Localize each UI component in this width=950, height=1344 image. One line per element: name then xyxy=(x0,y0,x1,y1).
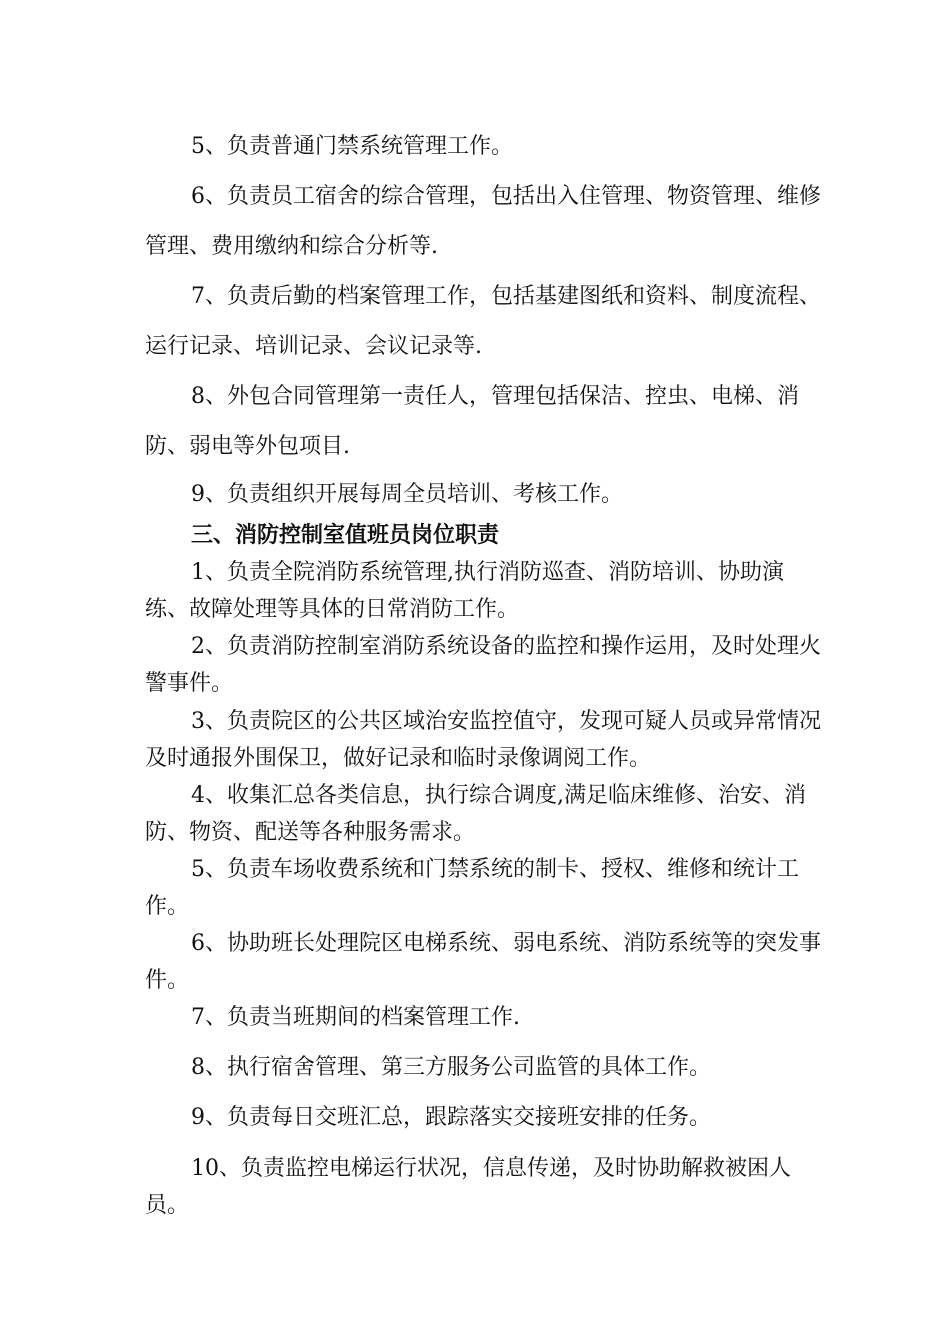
paragraph-item-9: 9、负责组织开展每周全员培训、考核工作。 xyxy=(191,482,623,507)
duty-item-4: 4、收集汇总各类信息，执行综合调度,满足临床维修、治安、消防、物资、配送等各种服务需求。 xyxy=(145,783,806,845)
duty-item-7: 7、负责当班期间的档案管理工作. xyxy=(191,1005,520,1030)
duty-item-2: 2、负责消防控制室消防系统设备的监控和操作运用，及时处理火警事件。 xyxy=(145,634,821,696)
paragraph-item-5: 5、负责普通门禁系统管理工作。 xyxy=(191,134,513,159)
duty-item-9: 9、负责每日交班汇总，跟踪落实交接班安排的任务。 xyxy=(191,1105,711,1130)
section-heading: 三、消防控制室值班员岗位职责 xyxy=(191,522,500,548)
duty-item-3: 3、负责院区的公共区域治安监控值守，发现可疑人员或异常情况及时通报外围保卫，做好记录和临时录像调阅工作。 xyxy=(145,709,821,771)
duty-item-8: 8、执行宿舍管理、第三方服务公司监管的具体工作。 xyxy=(191,1055,711,1080)
paragraph-item-7: 7、负责后勤的档案管理工作，包括基建图纸和资料、制度流程、运行记录、培训记录、会议记录等. xyxy=(145,284,821,359)
duty-item-1: 1、负责全院消防系统管理,执行消防巡查、消防培训、协助演练、故障处理等具体的日常消防工作。 xyxy=(145,560,784,622)
duty-item-10: 10、负责监控电梯运行状况，信息传递，及时协助解救被困人员。 xyxy=(145,1156,791,1218)
duty-item-5: 5、负责车场收费系统和门禁系统的制卡、授权、维修和统计工作。 xyxy=(145,857,799,919)
paragraph-item-8: 8、外包合同管理第一责任人，管理包括保洁、控虫、电梯、消防、弱电等外包项目. xyxy=(145,384,799,459)
paragraph-item-6: 6、负责员工宿舍的综合管理，包括出入住管理、物资管理、维修管理、费用缴纳和综合分析等. xyxy=(145,184,821,259)
duty-item-6: 6、协助班长处理院区电梯系统、弱电系统、消防系统等的突发事件。 xyxy=(145,931,821,993)
